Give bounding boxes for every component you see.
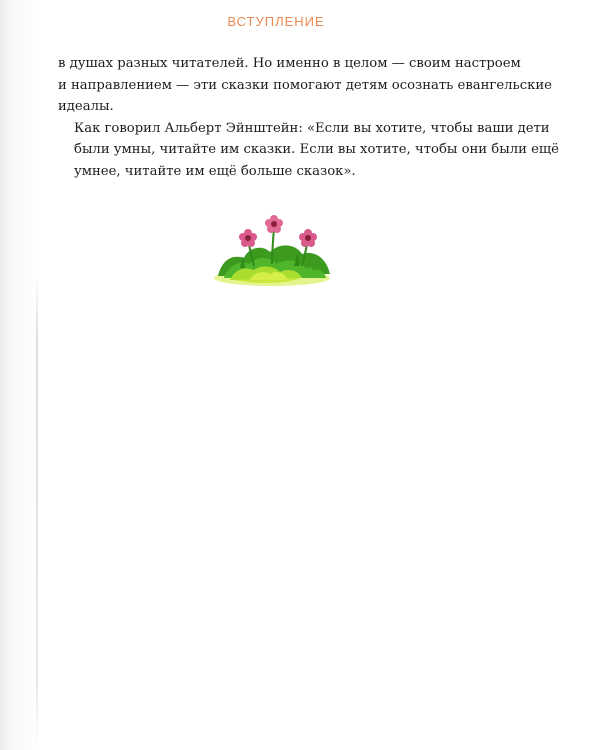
flower-icon [299,229,317,247]
body-text [58,53,559,182]
flower-icon [239,229,257,247]
running-head: ВСТУПЛЕНИЕ [227,14,325,29]
text-line: умнее, читайте им ещё больше сказок». [74,163,356,179]
flower-icon [265,215,283,233]
page-edge-shadow [0,0,45,750]
paragraph-1 [58,53,552,118]
text-line: были умны, читайте им сказки. Если вы хотите, чтобы они были ещё [74,142,559,157]
paragraph-2 [58,118,559,183]
text-line: идеалы. [58,99,114,114]
page-fold-line [36,270,38,750]
text-line: в душах разных читателей. Но именно в целом — своим настроем [58,56,521,71]
flower-bush-icon [210,208,340,288]
text-line: Как говорил Альберт Эйнштейн: «Если вы хотите, чтобы ваши дети [74,120,550,136]
text-line: и направлением — эти сказки помогают детям осознать евангельские [58,77,552,93]
